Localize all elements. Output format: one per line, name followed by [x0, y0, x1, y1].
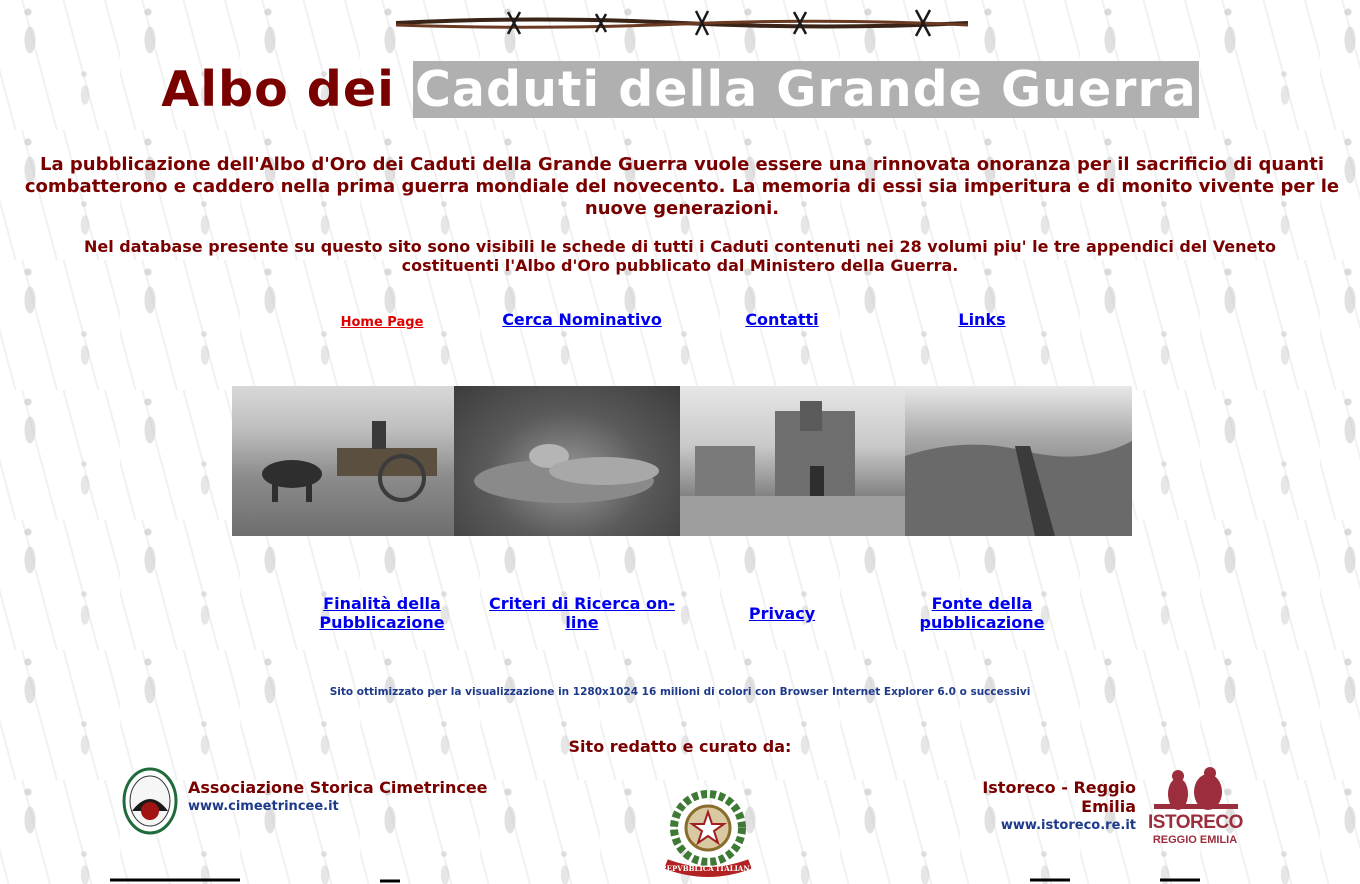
photo-horse-cart — [232, 386, 454, 536]
credits-heading: Sito redatto e curato da: — [568, 737, 792, 756]
cimetrincee-url[interactable]: www.cimeetrincee.it — [188, 799, 339, 814]
istoreco-logo-text: ISTORECO — [1148, 812, 1243, 833]
istoreco-logo-sub: REGGIO EMILIA — [1152, 834, 1238, 846]
cimetrincee-name: Associazione Storica Cimetrincee — [188, 778, 488, 797]
finalita-link[interactable]: Finalità della Pubblicazione — [319, 594, 445, 632]
photo-trench — [905, 386, 1132, 536]
photo-ruined-church — [680, 386, 905, 536]
photo-fallen-soldiers — [454, 386, 680, 536]
cerca-nominativo-link[interactable]: Cerca Nominativo — [502, 310, 662, 329]
intro-text: La pubblicazione dell'Albo d'Oro dei Caduti della Grande Guerra vuole essere una rinnovata onoranza per il sacrificio di quanti combatterono e caddero nella prima guerra mondiale del novecento. La memoria di essi sia imperitura e di monito vivente per le nuove generazioni. — [24, 154, 1340, 219]
photo-strip — [232, 386, 1132, 536]
links-link[interactable]: Links — [958, 310, 1006, 329]
criteri-ricerca-link[interactable]: Criteri di Ricerca on-line — [489, 594, 675, 632]
database-text: Nel database presente su questo sito sono visibili le schede di tutti i Caduti contenuti nei 28 volumi piu' le tre appendici del Veneto costituenti l'Albo d'Oro pubblicato dal Ministero della Guerra. — [84, 237, 1276, 275]
emblem-text: REPVBBLICA ITALIANA — [660, 864, 756, 873]
title-part1: Albo dei — [161, 61, 395, 118]
optimization-note: Sito ottimizzato per la visualizzazione in 1280x1024 16 milioni di colori con Browser Internet Explorer 6.0 o successivi — [329, 686, 1031, 698]
contatti-link[interactable]: Contatti — [745, 310, 819, 329]
barbed-wire-decoration — [396, 6, 968, 40]
page-title — [0, 60, 1360, 120]
fonte-pubblicazione-link[interactable]: Fonte della pubblicazione — [919, 594, 1045, 632]
istoreco-logo[interactable] — [1148, 766, 1242, 852]
privacy-link[interactable]: Privacy — [748, 604, 816, 623]
istoreco-name: Istoreco - Reggio Emilia — [982, 778, 1136, 816]
bottom-decoration — [0, 877, 1360, 884]
home-page-link[interactable]: Home Page — [340, 315, 424, 330]
title-part2: Caduti della Grande Guerra — [414, 61, 1197, 118]
istoreco-url[interactable]: www.istoreco.re.it — [1000, 818, 1136, 833]
cimetrincee-logo[interactable] — [122, 767, 178, 835]
